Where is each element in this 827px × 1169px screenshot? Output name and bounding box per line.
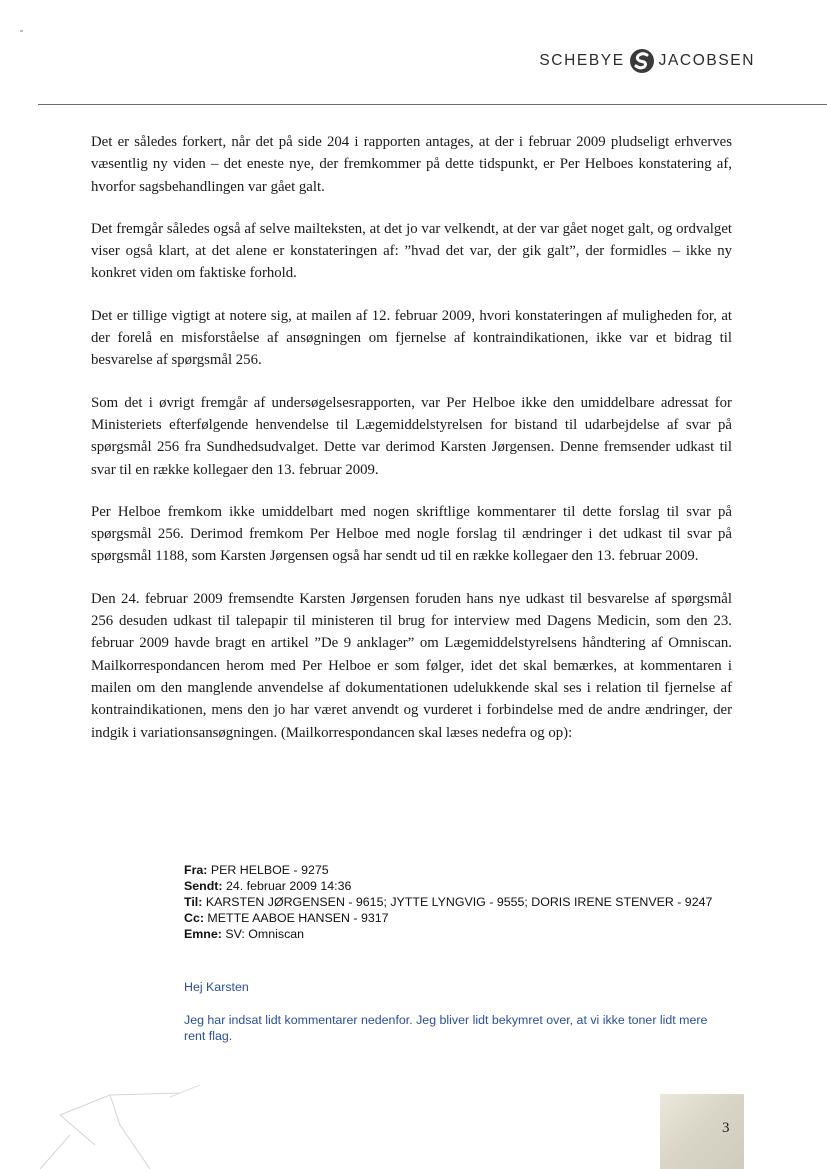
email-message: Jeg har indsat lidt kommentarer nedenfor. Jeg bliver lidt bekymret over, at vi ikke toner lidt mere rent flag. — [184, 1013, 708, 1043]
logo-text-left: SCHEBYE — [539, 52, 625, 69]
paragraph-1: Det er således forkert, når det på side 204 i rapporten antages, at der i februar 2009 pludseligt erhverves væsentlig ny viden – det eneste nye, der fremkommer på dette tidspunkt, er Per Helboes konstatering af, hvorfor sagsbehandlingen var gået galt. — [91, 134, 732, 195]
paragraph-4: Som det i øvrigt fremgår af undersøgelsesrapporten, var Per Helboe ikke den umiddelbare adressat for Ministeriets efterfølgende henvendelse til Lægemiddelstyrelsen for bistand til udarbejdelse af svar på spørgsmål 256 fra Sundhedsudvalget. Dette var derimod Karsten Jørgensen. Denne fremsender udkast til svar til en række kollegaer den 13. februar 2009. — [91, 394, 732, 478]
email-to-value: KARSTEN JØRGENSEN - 9615; JYTTE LYNGVIG - 9555; DORIS IRENE STENVER - 9247 — [205, 895, 713, 909]
email-to-label: Til: — [184, 895, 203, 909]
email-subject-label: Emne: — [184, 927, 222, 941]
email-sent-row — [184, 878, 744, 894]
header-rule — [38, 104, 827, 105]
logo-mark-icon — [629, 48, 655, 74]
paragraph-2: Det fremgår således også af selve mailteksten, at det jo var velkendt, at der var gået noget galt, og ordvalget viser også klart, at det alene er konstateringen af: ”hvad det var, der gik galt”, der formidles – ikke ny konkret viden om faktiske forhold. — [91, 220, 732, 282]
email-subject-row — [184, 926, 744, 942]
paragraph-3: Det er tillige vigtigt at notere sig, at mailen af 12. februar 2009, hvori konstateringen af muligheden for, at der forelå en misforståelse af ansøgningen om fjernelse af kontraindikationen, ikke var et bidrag til besvarelse af spørgsmål 256. — [91, 307, 732, 369]
page-number-box — [660, 1094, 744, 1169]
email-sent-label: Sendt: — [184, 879, 223, 893]
scan-artifact-lines — [0, 1085, 300, 1169]
email-sent-value: 24. februar 2009 14:36 — [226, 879, 352, 893]
email-from-row — [184, 862, 744, 878]
email-cc-label: Cc: — [184, 911, 204, 925]
page-number: 3 — [722, 1120, 730, 1136]
company-logo — [539, 48, 755, 74]
paragraph-6: Den 24. februar 2009 fremsendte Karsten Jørgensen foruden hans nye udkast til besvarelse af spørgsmål 256 desuden udkast til talepapir til ministeren til brug for interview med Dagens Medicin, som den 23. februar 2009 havde bragt en artikel ”De 9 anklager” om Lægemiddelstyrelsens håndtering af Omniscan. Mailkorrespondancen herom med Per Helboe er som følger, idet det skal bemærkes, at kommentaren i mailen om den manglende anvendelse af dokumentationen udelukkende skal ses i relation til fjernelse af kontraindikationen, mens den jo har været anvendt og vurderet i forbindelse med de andre ændringer, der indgik i variationsansøgningen. (Mailkorrespondancen skal læses nedefra og op): — [91, 590, 732, 741]
scan-speck — [20, 30, 23, 32]
email-cc-value: METTE AABOE HANSEN - 9317 — [207, 911, 389, 925]
document-body — [91, 131, 732, 764]
email-subject-value: SV: Omniscan — [225, 927, 305, 941]
email-from-value: PER HELBOE - 9275 — [210, 863, 329, 877]
email-header — [184, 862, 744, 942]
email-to-row — [184, 894, 744, 910]
paragraph-5: Per Helboe fremkom ikke umiddelbart med nogen skriftlige kommentarer til dette forslag til svar på spørgsmål 256. Derimod fremkom Per Helboe med nogle forslag til ændringer i det udkast til svar på spørgsmål 1188, som Karsten Jørgensen også har sendt ud til en række kollegaer den 13. februar 2009. — [91, 503, 732, 565]
email-greeting: Hej Karsten — [184, 980, 249, 994]
email-from-label: Fra: — [184, 863, 208, 877]
email-cc-row — [184, 910, 744, 926]
logo-text-right: JACOBSEN — [658, 52, 755, 69]
